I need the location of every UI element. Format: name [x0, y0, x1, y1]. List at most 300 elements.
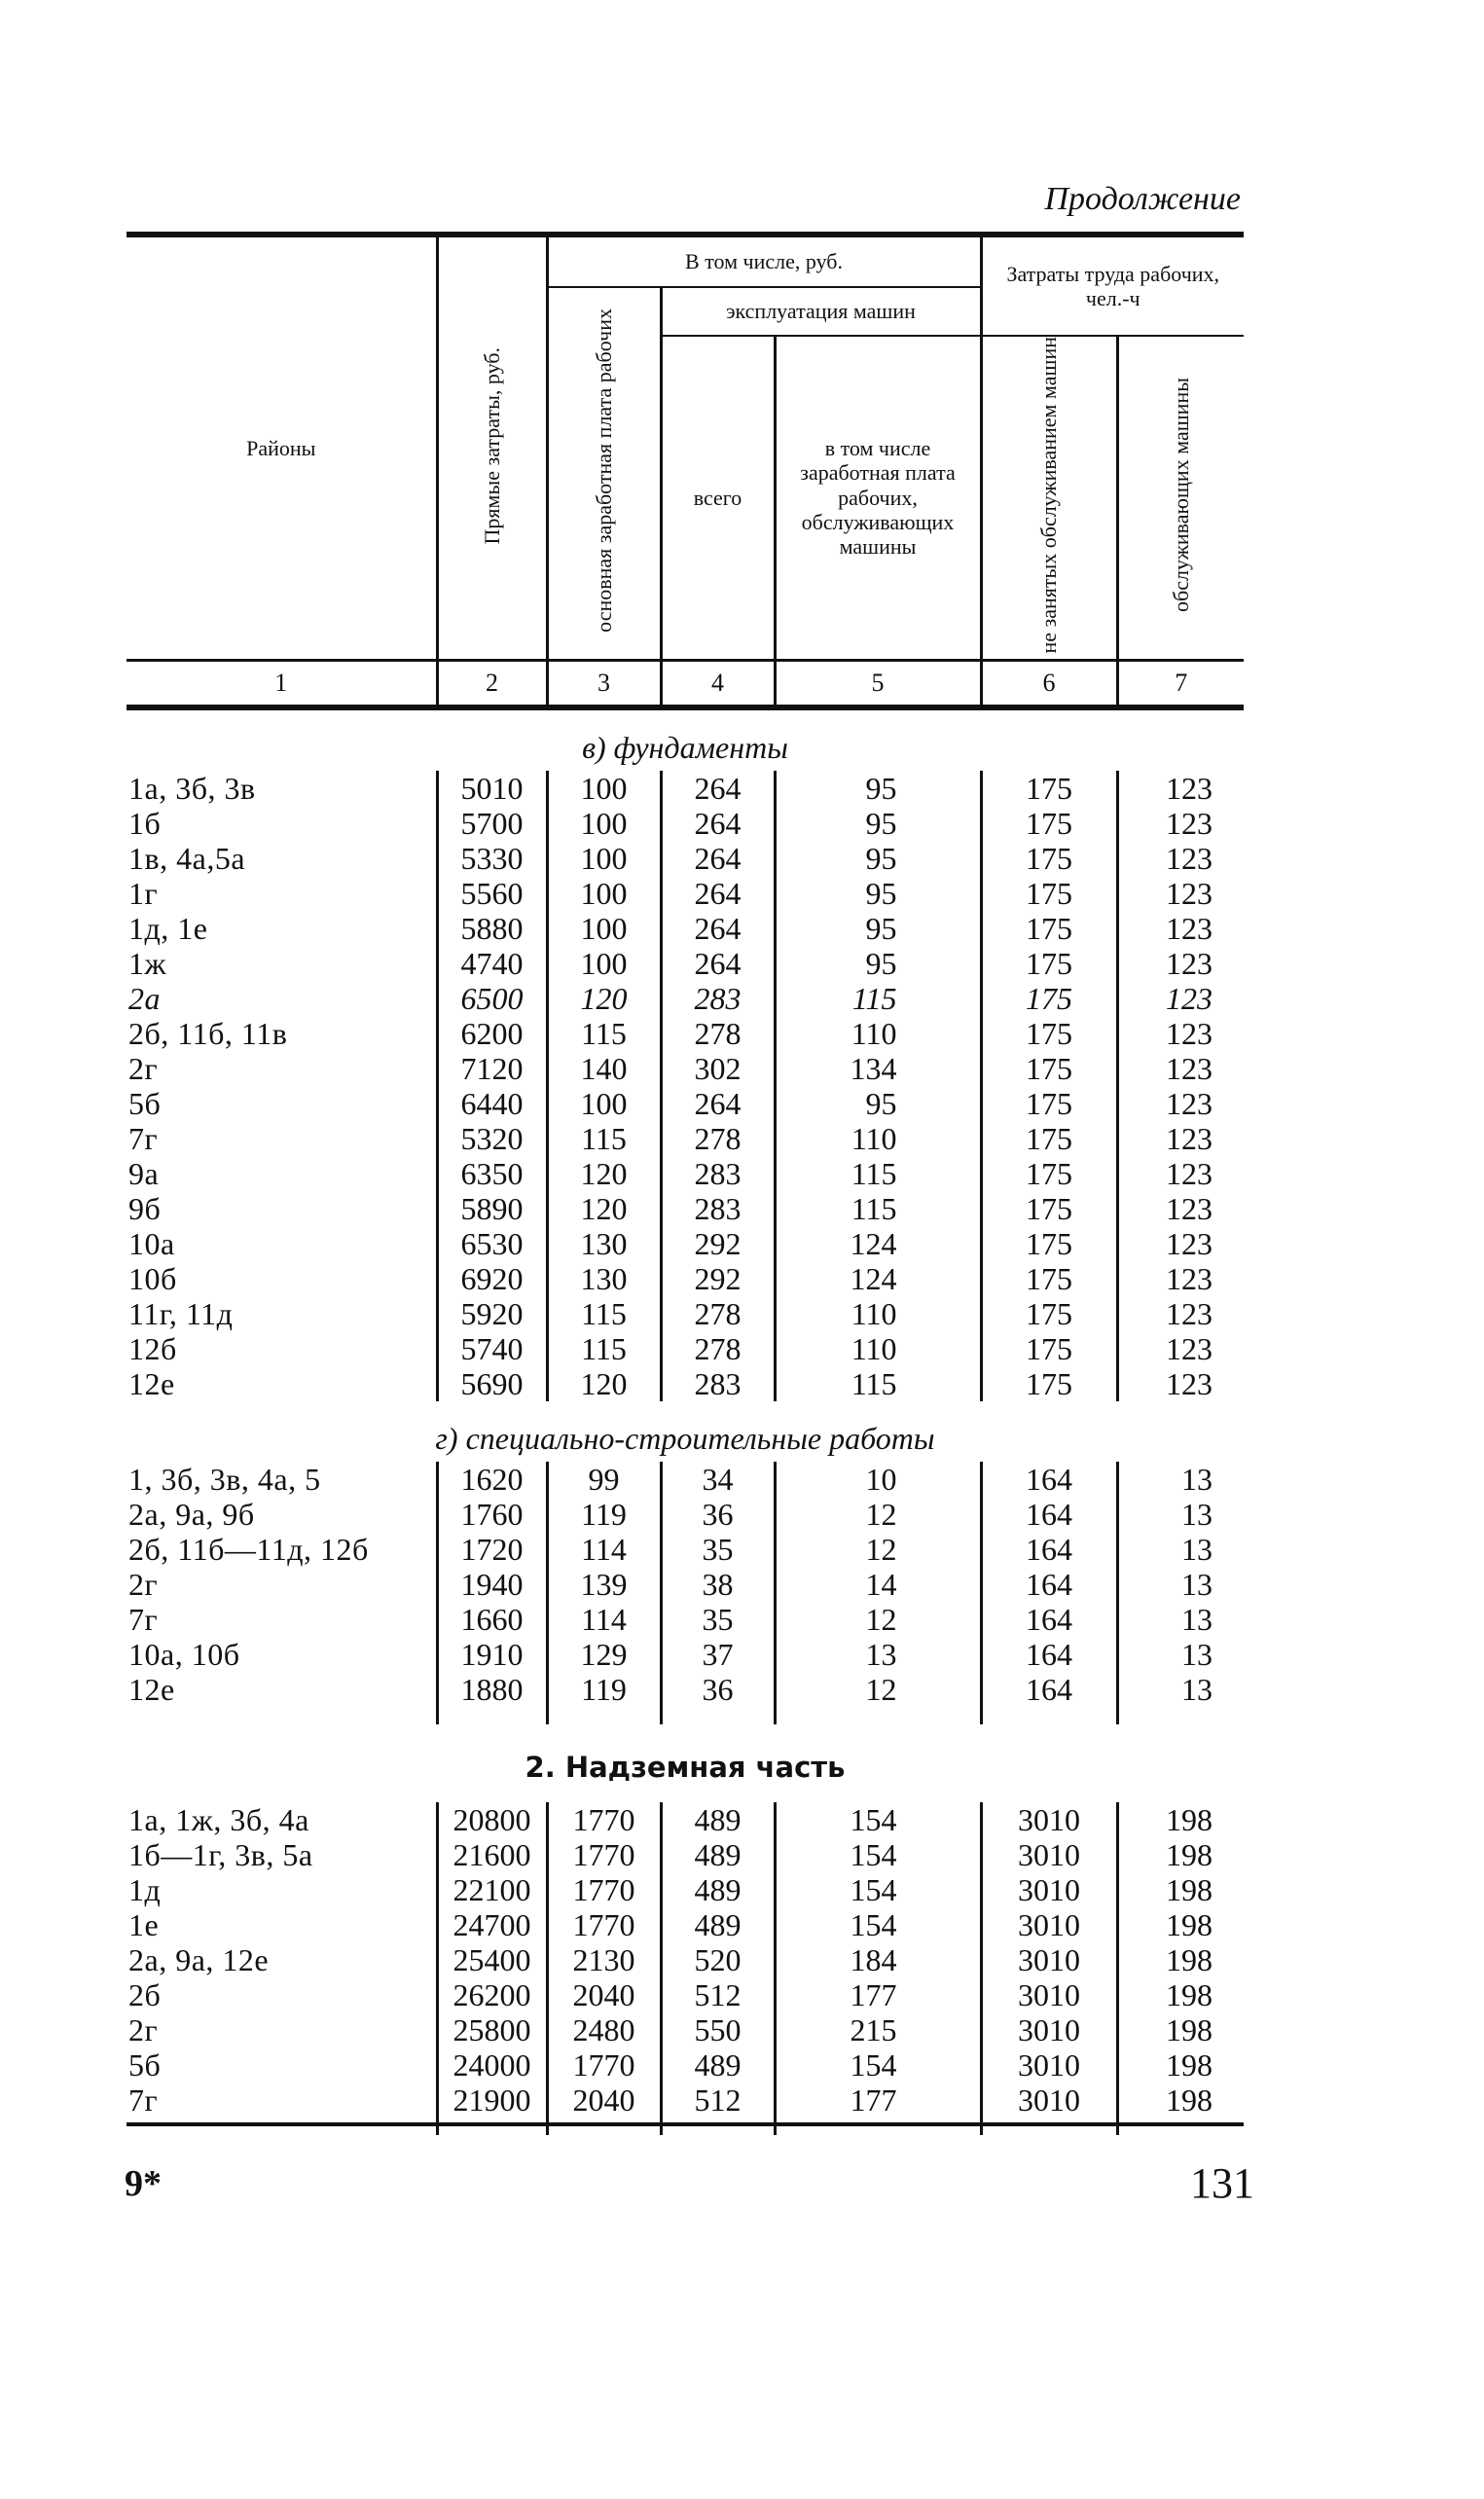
table-row — [127, 1872, 1244, 1907]
value-cell: 1910 — [437, 1637, 547, 1672]
value-cell: 489 — [661, 2047, 775, 2082]
value-cell: 175 — [981, 1366, 1117, 1401]
spacer-cell — [661, 1707, 775, 1724]
value-cell: 6350 — [437, 1156, 547, 1191]
table-row — [127, 1191, 1244, 1226]
value-cell: 198 — [1117, 1837, 1244, 1872]
value-cell: 5560 — [437, 876, 547, 911]
value-cell: 164 — [981, 1602, 1117, 1637]
region-cell: 1а, 1ж, 3б, 4а — [128, 1801, 309, 1837]
section-title: 2. Надземная часть — [525, 1750, 846, 1784]
value-cell: 123 — [1117, 1366, 1244, 1401]
value-cell: 489 — [661, 1907, 775, 1942]
table-row — [127, 1567, 1244, 1602]
value-cell: 264 — [661, 911, 775, 946]
value-cell: 3010 — [981, 1907, 1117, 1942]
bottom-rule — [127, 2122, 1244, 2126]
region-cell: 2а — [128, 980, 161, 1016]
value-cell: 13 — [1117, 1637, 1244, 1672]
value-cell: 198 — [1117, 1942, 1244, 1977]
value-cell: 123 — [1117, 1156, 1244, 1191]
value-cell: 115 — [547, 1121, 661, 1156]
value-cell: 123 — [1117, 1261, 1244, 1296]
region-cell: 10а, 10б — [128, 1636, 240, 1672]
value-cell: 115 — [547, 1296, 661, 1331]
value-cell: 512 — [661, 2082, 775, 2118]
value-cell: 3010 — [981, 2047, 1117, 2082]
value-cell: 512 — [661, 1977, 775, 2012]
table-row — [127, 2012, 1244, 2047]
value-cell: 1770 — [547, 1872, 661, 1907]
region-cell: 7г — [128, 2082, 159, 2118]
section-title: в) фундаменты — [582, 729, 788, 765]
value-cell: 6440 — [437, 1086, 547, 1121]
value-cell: 115 — [547, 1016, 661, 1051]
value-cell: 264 — [661, 946, 775, 981]
value-cell: 154 — [775, 1907, 981, 1942]
region-cell: 1б — [128, 805, 162, 841]
spacer-cell — [981, 1707, 1117, 1724]
value-cell: 123 — [1117, 1191, 1244, 1226]
value-cell: 3010 — [981, 1872, 1117, 1907]
table-row — [127, 1462, 1244, 1497]
value-cell: 120 — [547, 1191, 661, 1226]
value-cell: 124 — [775, 1226, 981, 1261]
col-number: 1 — [127, 660, 437, 707]
section-title-row — [127, 707, 1244, 771]
spacer-cell — [127, 1707, 437, 1724]
region-cell: 7г — [128, 1601, 159, 1637]
header-direct-costs: Прямые затраты, руб. — [437, 235, 547, 660]
value-cell: 120 — [547, 1156, 661, 1191]
value-cell: 12 — [775, 1672, 981, 1707]
table-row — [127, 946, 1244, 981]
value-cell: 302 — [661, 1051, 775, 1086]
value-cell: 123 — [1117, 771, 1244, 806]
value-cell: 489 — [661, 1872, 775, 1907]
header-machines: эксплуатация машин — [661, 287, 981, 336]
value-cell: 110 — [775, 1016, 981, 1051]
table-row — [127, 2082, 1244, 2118]
value-cell: 123 — [1117, 806, 1244, 841]
table-row — [127, 1977, 1244, 2012]
value-cell: 95 — [775, 806, 981, 841]
value-cell: 177 — [775, 1977, 981, 2012]
value-cell: 2130 — [547, 1942, 661, 1977]
value-cell: 2040 — [547, 2082, 661, 2118]
value-cell: 123 — [1117, 911, 1244, 946]
value-cell: 175 — [981, 876, 1117, 911]
value-cell: 38 — [661, 1567, 775, 1602]
value-cell: 95 — [775, 1086, 981, 1121]
value-cell: 10 — [775, 1462, 981, 1497]
value-cell: 99 — [547, 1462, 661, 1497]
value-cell: 13 — [1117, 1532, 1244, 1567]
value-cell: 5740 — [437, 1331, 547, 1366]
table-row — [127, 2047, 1244, 2082]
table-row — [127, 771, 1244, 806]
value-cell: 115 — [775, 981, 981, 1016]
region-cell: 1ж — [128, 945, 167, 981]
value-cell: 110 — [775, 1121, 981, 1156]
value-cell: 164 — [981, 1532, 1117, 1567]
value-cell: 175 — [981, 1016, 1117, 1051]
value-cell: 22100 — [437, 1872, 547, 1907]
table-row — [127, 1331, 1244, 1366]
value-cell: 175 — [981, 1261, 1117, 1296]
value-cell: 1770 — [547, 1837, 661, 1872]
value-cell: 110 — [775, 1296, 981, 1331]
value-cell: 164 — [981, 1567, 1117, 1602]
value-cell: 13 — [1117, 1567, 1244, 1602]
header-regions: Районы — [127, 235, 437, 660]
value-cell: 1770 — [547, 1802, 661, 1837]
value-cell: 114 — [547, 1602, 661, 1637]
region-cell: 9а — [128, 1155, 160, 1191]
region-cell: 12б — [128, 1330, 177, 1366]
value-cell: 175 — [981, 1191, 1117, 1226]
header-labor: Затраты труда рабочих, чел.-ч — [981, 235, 1244, 336]
value-cell: 95 — [775, 841, 981, 876]
signature-mark: 9* — [125, 2163, 162, 2204]
value-cell: 124 — [775, 1261, 981, 1296]
value-cell: 264 — [661, 771, 775, 806]
col-number: 3 — [547, 660, 661, 707]
value-cell: 175 — [981, 1226, 1117, 1261]
value-cell: 123 — [1117, 1121, 1244, 1156]
value-cell: 24000 — [437, 2047, 547, 2082]
region-cell: 2б — [128, 1976, 162, 2012]
region-cell: 11г, 11д — [128, 1295, 234, 1331]
value-cell: 175 — [981, 946, 1117, 981]
value-cell: 489 — [661, 1837, 775, 1872]
value-cell: 20800 — [437, 1802, 547, 1837]
value-cell: 3010 — [981, 1837, 1117, 1872]
value-cell: 154 — [775, 2047, 981, 2082]
value-cell: 129 — [547, 1637, 661, 1672]
spacer-cell — [775, 1707, 981, 1724]
value-cell: 6500 — [437, 981, 547, 1016]
value-cell: 283 — [661, 1191, 775, 1226]
table-row — [127, 1837, 1244, 1872]
value-cell: 175 — [981, 1156, 1117, 1191]
region-cell: 1а, 3б, 3в — [128, 770, 256, 806]
value-cell: 34 — [661, 1462, 775, 1497]
table-row — [127, 1051, 1244, 1086]
value-cell: 139 — [547, 1567, 661, 1602]
value-cell: 13 — [775, 1637, 981, 1672]
value-cell: 130 — [547, 1226, 661, 1261]
value-cell: 123 — [1117, 1331, 1244, 1366]
value-cell: 175 — [981, 1051, 1117, 1086]
value-cell: 1760 — [437, 1497, 547, 1532]
value-cell: 5920 — [437, 1296, 547, 1331]
value-cell: 100 — [547, 946, 661, 981]
value-cell: 123 — [1117, 1051, 1244, 1086]
spacer-cell — [1117, 1707, 1244, 1724]
region-cell: 2г — [128, 1566, 159, 1602]
value-cell: 175 — [981, 1331, 1117, 1366]
value-cell: 5880 — [437, 911, 547, 946]
header-serving: обслуживающих машины — [1117, 336, 1244, 660]
value-cell: 175 — [981, 1121, 1117, 1156]
value-cell: 264 — [661, 876, 775, 911]
value-cell: 13 — [1117, 1672, 1244, 1707]
value-cell: 154 — [775, 1837, 981, 1872]
value-cell: 154 — [775, 1802, 981, 1837]
region-cell: 1д, 1е — [128, 910, 208, 946]
table-row — [127, 1261, 1244, 1296]
value-cell: 164 — [981, 1462, 1117, 1497]
value-cell: 215 — [775, 2012, 981, 2047]
section-end-spacer — [127, 1707, 1244, 1724]
table-row — [127, 806, 1244, 841]
region-cell: 2г — [128, 2011, 159, 2047]
value-cell: 12 — [775, 1532, 981, 1567]
value-cell: 115 — [775, 1191, 981, 1226]
value-cell: 5890 — [437, 1191, 547, 1226]
value-cell: 198 — [1117, 1802, 1244, 1837]
value-cell: 100 — [547, 876, 661, 911]
cost-table — [127, 232, 1244, 2135]
value-cell: 123 — [1117, 946, 1244, 981]
table-row — [127, 1226, 1244, 1261]
value-cell: 3010 — [981, 2012, 1117, 2047]
value-cell: 134 — [775, 1051, 981, 1086]
value-cell: 36 — [661, 1497, 775, 1532]
region-cell: 2а, 9а, 12е — [128, 1941, 270, 1977]
spacer-cell — [547, 1707, 661, 1724]
value-cell: 100 — [547, 771, 661, 806]
value-cell: 12 — [775, 1602, 981, 1637]
spacer-cell — [437, 1707, 547, 1724]
section-title-row — [127, 1401, 1244, 1462]
col-number: 2 — [437, 660, 547, 707]
col-number: 5 — [775, 660, 981, 707]
value-cell: 95 — [775, 946, 981, 981]
value-cell: 100 — [547, 911, 661, 946]
value-cell: 6530 — [437, 1226, 547, 1261]
table-row — [127, 1366, 1244, 1401]
table-row — [127, 876, 1244, 911]
value-cell: 2040 — [547, 1977, 661, 2012]
value-cell: 25800 — [437, 2012, 547, 2047]
value-cell: 198 — [1117, 2012, 1244, 2047]
value-cell: 264 — [661, 1086, 775, 1121]
value-cell: 115 — [775, 1366, 981, 1401]
region-cell: 5б — [128, 2046, 162, 2082]
value-cell: 198 — [1117, 1977, 1244, 2012]
value-cell: 278 — [661, 1296, 775, 1331]
value-cell: 114 — [547, 1532, 661, 1567]
header-base-wage: основная заработная плата рабочих — [547, 287, 661, 660]
value-cell: 184 — [775, 1942, 981, 1977]
table-row — [127, 1016, 1244, 1051]
value-cell: 115 — [775, 1156, 981, 1191]
value-cell: 175 — [981, 911, 1117, 946]
value-cell: 1940 — [437, 1567, 547, 1602]
value-cell: 95 — [775, 911, 981, 946]
region-cell: 12е — [128, 1365, 175, 1401]
value-cell: 100 — [547, 841, 661, 876]
table-row — [127, 1121, 1244, 1156]
table-row — [127, 1086, 1244, 1121]
table-row — [127, 841, 1244, 876]
table-row — [127, 1942, 1244, 1977]
page-number: 131 — [1190, 2159, 1254, 2207]
region-cell: 1в, 4а,5а — [128, 840, 246, 876]
region-cell: 10б — [128, 1260, 177, 1296]
region-cell: 9б — [128, 1190, 162, 1226]
region-cell: 1е — [128, 1906, 160, 1942]
value-cell: 21900 — [437, 2082, 547, 2118]
value-cell: 123 — [1117, 1296, 1244, 1331]
value-cell: 5010 — [437, 771, 547, 806]
value-cell: 154 — [775, 1872, 981, 1907]
value-cell: 198 — [1117, 1907, 1244, 1942]
value-cell: 7120 — [437, 1051, 547, 1086]
value-cell: 12 — [775, 1497, 981, 1532]
value-cell: 1720 — [437, 1532, 547, 1567]
value-cell: 264 — [661, 841, 775, 876]
region-cell: 2г — [128, 1050, 159, 1086]
value-cell: 123 — [1117, 876, 1244, 911]
value-cell: 123 — [1117, 1016, 1244, 1051]
value-cell: 3010 — [981, 2082, 1117, 2118]
col-number: 6 — [981, 660, 1117, 707]
value-cell: 164 — [981, 1497, 1117, 1532]
value-cell: 36 — [661, 1672, 775, 1707]
value-cell: 489 — [661, 1802, 775, 1837]
value-cell: 120 — [547, 981, 661, 1016]
table-body — [127, 707, 1244, 2135]
table-row — [127, 1802, 1244, 1837]
value-cell: 100 — [547, 1086, 661, 1121]
value-cell: 292 — [661, 1261, 775, 1296]
value-cell: 13 — [1117, 1497, 1244, 1532]
region-cell: 12е — [128, 1671, 175, 1707]
value-cell: 35 — [661, 1602, 775, 1637]
value-cell: 177 — [775, 2082, 981, 2118]
value-cell: 100 — [547, 806, 661, 841]
value-cell: 1880 — [437, 1672, 547, 1707]
value-cell: 13 — [1117, 1462, 1244, 1497]
table-row — [127, 1497, 1244, 1532]
value-cell: 13 — [1117, 1602, 1244, 1637]
table-row — [127, 1296, 1244, 1331]
value-cell: 26200 — [437, 1977, 547, 2012]
value-cell: 37 — [661, 1637, 775, 1672]
value-cell: 164 — [981, 1672, 1117, 1707]
value-cell: 198 — [1117, 2047, 1244, 2082]
value-cell: 14 — [775, 1567, 981, 1602]
value-cell: 115 — [547, 1331, 661, 1366]
table-row — [127, 1602, 1244, 1637]
value-cell: 21600 — [437, 1837, 547, 1872]
value-cell: 5320 — [437, 1121, 547, 1156]
value-cell: 130 — [547, 1261, 661, 1296]
value-cell: 198 — [1117, 1872, 1244, 1907]
value-cell: 3010 — [981, 1977, 1117, 2012]
value-cell: 283 — [661, 1366, 775, 1401]
value-cell: 25400 — [437, 1942, 547, 1977]
region-cell: 1, 3б, 3в, 4а, 5 — [128, 1461, 321, 1497]
table-row — [127, 1156, 1244, 1191]
value-cell: 550 — [661, 2012, 775, 2047]
value-cell: 1660 — [437, 1602, 547, 1637]
value-cell: 5330 — [437, 841, 547, 876]
value-cell: 35 — [661, 1532, 775, 1567]
table-row — [127, 1672, 1244, 1707]
value-cell: 95 — [775, 771, 981, 806]
value-cell: 1770 — [547, 2047, 661, 2082]
header-machines-wage: в том числе заработная плата рабочих, обслуживающих машины — [775, 336, 981, 660]
value-cell: 292 — [661, 1226, 775, 1261]
value-cell: 120 — [547, 1366, 661, 1401]
value-cell: 175 — [981, 981, 1117, 1016]
region-cell: 1г — [128, 875, 159, 911]
table-row — [127, 1637, 1244, 1672]
region-cell: 5б — [128, 1085, 162, 1121]
table-row — [127, 1907, 1244, 1942]
value-cell: 164 — [981, 1637, 1117, 1672]
value-cell: 123 — [1117, 981, 1244, 1016]
value-cell: 175 — [981, 841, 1117, 876]
value-cell: 123 — [1117, 1226, 1244, 1261]
region-cell: 2б, 11б, 11в — [128, 1015, 288, 1051]
value-cell: 1770 — [547, 1907, 661, 1942]
value-cell: 4740 — [437, 946, 547, 981]
value-cell: 140 — [547, 1051, 661, 1086]
value-cell: 175 — [981, 806, 1117, 841]
value-cell: 123 — [1117, 1086, 1244, 1121]
value-cell: 110 — [775, 1331, 981, 1366]
value-cell: 1620 — [437, 1462, 547, 1497]
region-cell: 2а, 9а, 9б — [128, 1496, 255, 1532]
header-including: В том числе, руб. — [547, 235, 981, 287]
section-title: г) специально-строительные работы — [435, 1420, 935, 1456]
value-cell: 3010 — [981, 1942, 1117, 1977]
value-cell: 24700 — [437, 1907, 547, 1942]
value-cell: 123 — [1117, 841, 1244, 876]
value-cell: 5700 — [437, 806, 547, 841]
value-cell: 278 — [661, 1016, 775, 1051]
table-row — [127, 911, 1244, 946]
value-cell: 175 — [981, 1086, 1117, 1121]
value-cell: 520 — [661, 1942, 775, 1977]
value-cell: 283 — [661, 981, 775, 1016]
value-cell: 278 — [661, 1121, 775, 1156]
value-cell: 175 — [981, 771, 1117, 806]
value-cell: 283 — [661, 1156, 775, 1191]
table-row — [127, 981, 1244, 1016]
value-cell: 5690 — [437, 1366, 547, 1401]
value-cell: 264 — [661, 806, 775, 841]
table-row — [127, 1532, 1244, 1567]
value-cell: 2480 — [547, 2012, 661, 2047]
header-not-occupied: не занятых обслуживанием машин — [981, 336, 1117, 660]
value-cell: 278 — [661, 1331, 775, 1366]
region-cell: 1д — [128, 1871, 162, 1907]
value-cell: 119 — [547, 1672, 661, 1707]
region-cell: 7г — [128, 1120, 159, 1156]
value-cell: 6200 — [437, 1016, 547, 1051]
value-cell: 95 — [775, 876, 981, 911]
col-number: 4 — [661, 660, 775, 707]
value-cell: 6920 — [437, 1261, 547, 1296]
header-machines-total: всего — [661, 336, 775, 660]
continuation-label: Продолжение — [1044, 181, 1241, 217]
